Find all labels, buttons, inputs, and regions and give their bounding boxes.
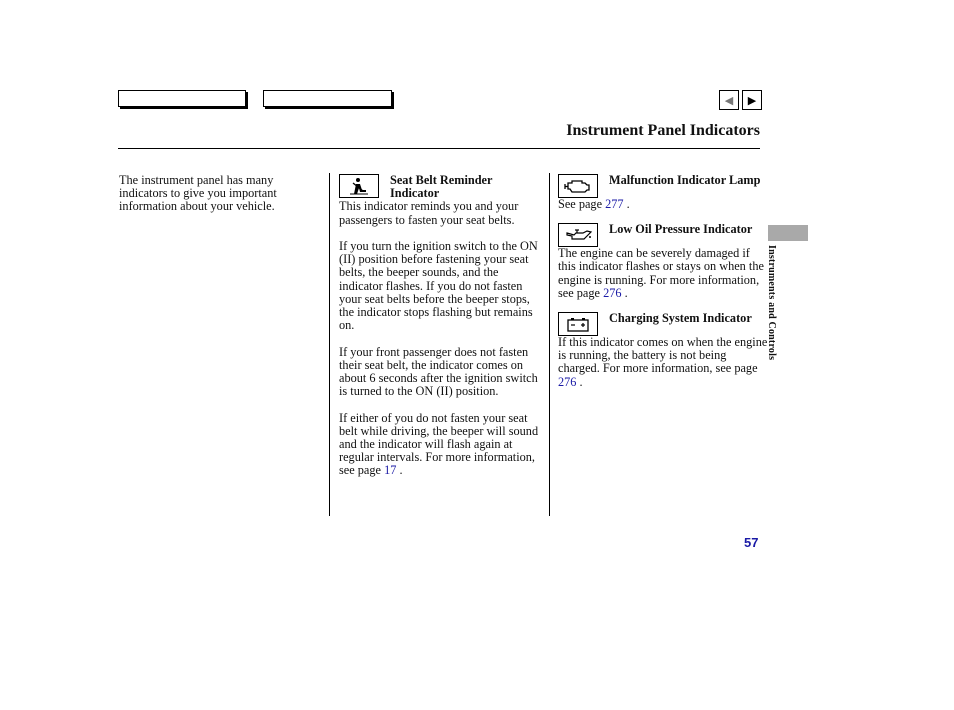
arrow-left-icon: ◀ bbox=[724, 94, 734, 107]
section-tab[interactable] bbox=[768, 225, 808, 241]
section-label: Instruments and Controls bbox=[766, 245, 777, 361]
page-link-277[interactable]: 277 bbox=[605, 197, 624, 211]
battery-icon bbox=[558, 312, 598, 336]
page-link-276-charging[interactable]: 276 bbox=[558, 374, 577, 389]
column-divider-2 bbox=[549, 173, 550, 516]
page-link-276-oil[interactable]: 276 bbox=[603, 285, 622, 300]
oil-pressure-heading: Low Oil Pressure Indicator bbox=[609, 222, 753, 237]
oil-pressure-text: The engine can be severely damaged if this indicator flashes or stays on when the engine is running. For more information, see page 276 . bbox=[558, 246, 764, 300]
page-link-17[interactable]: 17 bbox=[384, 463, 397, 478]
seat-belt-paragraph-3: If your front passenger does not fasten their seat belt, the indicator comes on about 6 seconds after the ignition switch is turned to the ON (II) position. bbox=[339, 344, 538, 399]
page-title: Instrument Panel Indicators bbox=[566, 122, 760, 139]
charging-section bbox=[558, 312, 768, 389]
indicator-list bbox=[558, 174, 768, 401]
page-number: 57 bbox=[744, 535, 759, 550]
nav-main-menu-button[interactable] bbox=[118, 90, 246, 107]
previous-page-button[interactable] bbox=[719, 90, 739, 110]
oil-can-icon bbox=[558, 223, 598, 247]
seat-belt-paragraph-4: If either of you do not fasten your seat belt while driving, the beeper will sound and the indicator will flash again at regular intervals. For more information, see page 17 . bbox=[339, 410, 539, 478]
malfunction-heading: Malfunction Indicator Lamp bbox=[609, 173, 761, 187]
next-page-button[interactable] bbox=[742, 90, 762, 110]
seat-belt-paragraph-2: If you turn the ignition switch to the ON (II) position before fastening your seat belts, the beeper sounds, and the indicator flashes. If you do not fasten your seat belts before the beeper stops, the indicator stops flashing but remains on. bbox=[339, 239, 538, 333]
seat-belt-icon bbox=[339, 174, 379, 198]
malfunction-text: See page 277 . bbox=[558, 197, 630, 211]
malfunction-section bbox=[558, 174, 768, 211]
check-engine-icon bbox=[558, 174, 598, 198]
arrow-right-icon: ▶ bbox=[747, 94, 757, 107]
charging-heading: Charging System Indicator bbox=[609, 311, 752, 326]
seat-belt-heading: Seat Belt Reminder Indicator bbox=[390, 173, 493, 201]
title-divider bbox=[118, 148, 760, 149]
column-divider-1 bbox=[329, 173, 330, 516]
oil-pressure-section bbox=[558, 223, 768, 300]
intro-paragraph: The instrument panel has many indicators to give you important information about your vehicle. bbox=[119, 173, 277, 214]
seat-belt-paragraph-1: This indicator reminds you and your passengers to fasten your seat belts. bbox=[339, 199, 519, 227]
seat-belt-section bbox=[339, 174, 544, 491]
nav-table-of-contents-button[interactable] bbox=[263, 90, 392, 107]
charging-text: If this indicator comes on when the engine is running, the battery is not being charged. For more information, see page 276 . bbox=[558, 335, 768, 389]
